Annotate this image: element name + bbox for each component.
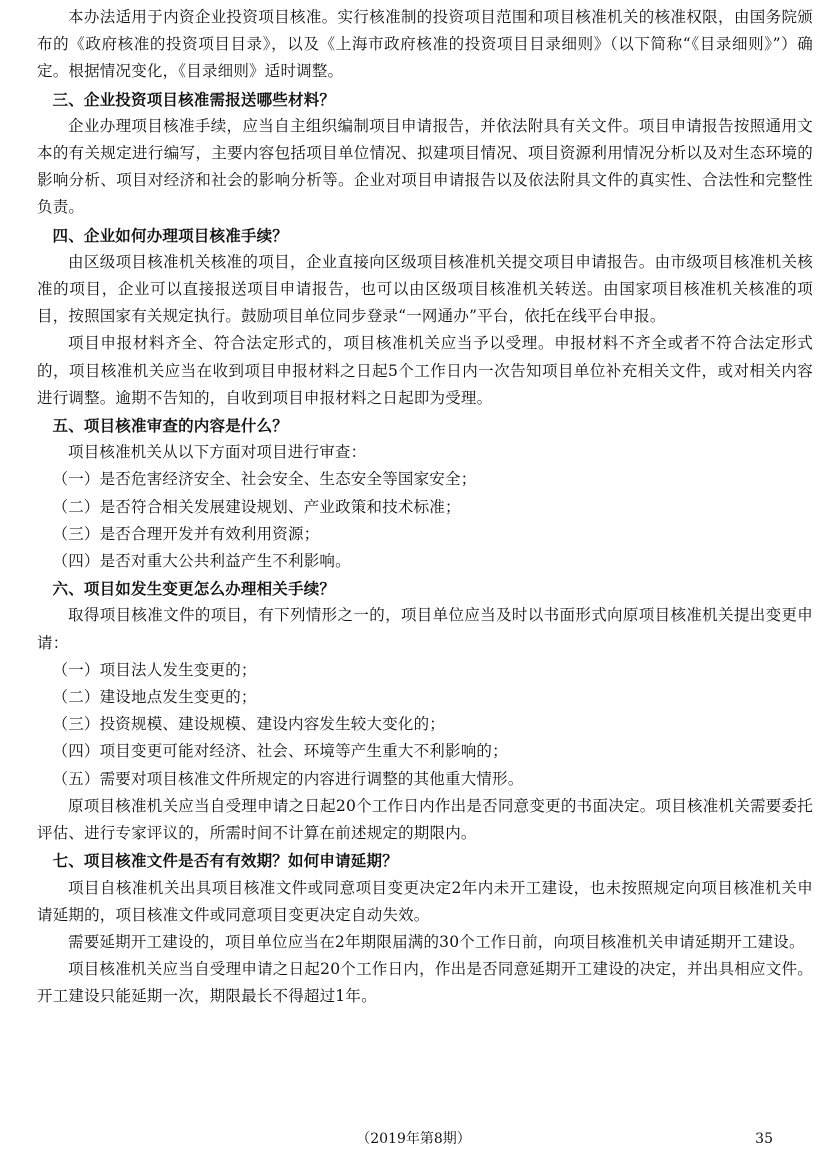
list-item: （四）项目变更可能对经济、社会、环境等产生重大不利影响的； (52, 742, 508, 761)
paragraph: 取得项目核准文件的项目，有下列情形之一的，项目单位应当及时以书面形式向原项目核准机关提出变更申请： (37, 606, 813, 652)
document-body (37, 4, 813, 1011)
list-item: （二）是否符合相关发展建设规划、产业政策和技术标准； (52, 497, 461, 516)
paragraph: 需要延期开工建设的，项目单位应当在2年期限届满的30个工作日前，向项目核准机关申请延期开工建设。 (68, 932, 805, 951)
section-heading: 五、项目核准审查的内容是什么？ (52, 416, 289, 436)
list-item: （二）建设地点发生变更的； (52, 688, 257, 707)
paragraph: 由区级项目核准机关核准的项目，企业直接向区级项目核准机关提交项目申请报告。由市级项目核准机关核准的项目，企业可以直接报送项目申请报告，也可以由区级项目核准机关转送。由国家项目核准机关核准的项目，按照国家有关规定执行。鼓励项目单位同步登录“一网通办”平台，依托在线平台申报。 (37, 252, 813, 326)
paragraph: 企业办理项目核准手续，应当自主组织编制项目申请报告，并依法附具有关文件。项目申请报告按照通用文本的有关规定进行编写，主要内容包括项目单位情况、拟建项目情况、项目资源利用情况分析以及对生态环境的影响分析、项目对经济和社会的影响分析等。企业对项目申请报告以及依法附具文件的真实性、合法性和完整性负责。 (37, 116, 813, 217)
paragraph: 原项目核准机关应当自受理申请之日起20个工作日内作出是否同意变更的书面决定。项目核准机关需要委托评估、进行专家评议的，所需时间不计算在前述规定的期限内。 (37, 796, 813, 843)
list-item: （四）是否对重大公共利益产生不利影响。 (52, 552, 351, 571)
paragraph: 项目核准机关应当自受理申请之日起20个工作日内，作出是否同意延期开工建设的决定，并出具相应文件。开工建设只能延期一次，期限最长不得超过1年。 (37, 960, 813, 1006)
section-heading: 七、项目核准文件是否有有效期？如何申请延期？ (52, 851, 398, 871)
list-item: （三）是否合理开发并有效利用资源； (52, 524, 320, 543)
list-item: （一）是否危害经济安全、社会安全、生态安全等国家安全； (52, 470, 477, 489)
list-item: （三）投资规模、建设规模、建设内容发生较大变化的； (52, 715, 446, 734)
paragraph: 本办法适用于内资企业投资项目核准。实行核准制的投资项目范围和项目核准机关的核准权限，由国务院颁布的《政府核准的投资项目目录》，以及《上海市政府核准的投资项目目录细则》（以下简称“《目录细则》”）确定。根据情况变化，《目录细则》适时调整。 (37, 8, 813, 81)
list-item: （一）项目法人发生变更的； (52, 660, 257, 679)
page-footer (0, 1128, 827, 1150)
issue-label: （2019年第8期） (356, 1131, 471, 1147)
section-heading: 四、企业如何办理项目核准手续？ (52, 225, 289, 245)
section-heading: 六、项目如发生变更怎么办理相关手续？ (52, 579, 336, 599)
paragraph: 项目核准机关从以下方面对项目进行审查： (68, 443, 367, 462)
section-heading: 三、企业投资项目核准需报送哪些材料？ (52, 89, 336, 109)
paragraph: 项目申报材料齐全、符合法定形式的，项目核准机关应当予以受理。申报材料不齐全或者不符合法定形式的，项目核准机关应当在收到项目申报材料之日起5个工作日内一次告知项目单位补充相关文件，或对相关内容进行调整。逾期不告知的，自收到项目申报材料之日起即为受理。 (37, 334, 813, 407)
page-number: 35 (755, 1131, 773, 1147)
paragraph: 项目自核准机关出具项目核准文件或同意项目变更决定2年内未开工建设，也未按照规定向项目核准机关申请延期的，项目核准文件或同意项目变更决定自动失效。 (37, 878, 813, 924)
list-item: （五）需要对项目核准文件所规定的内容进行调整的其他重大情形。 (52, 769, 524, 788)
